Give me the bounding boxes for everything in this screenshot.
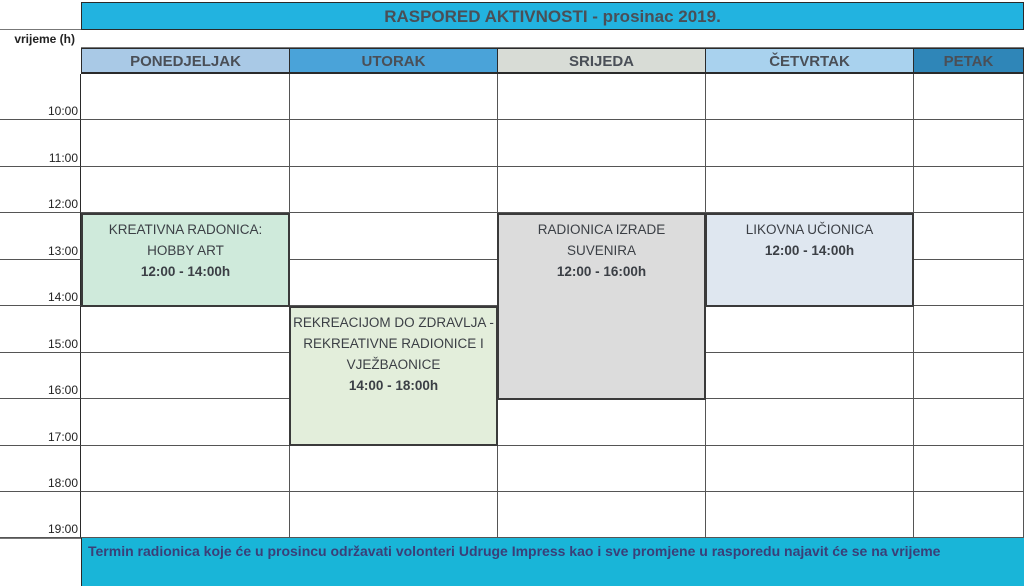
schedule-cell xyxy=(81,446,290,492)
schedule-cell xyxy=(705,306,914,353)
schedule-cell xyxy=(81,399,290,446)
time-label: 19:00 xyxy=(47,522,78,536)
schedule-cell xyxy=(81,167,290,213)
schedule-cell xyxy=(81,120,290,167)
schedule-cell xyxy=(913,260,1024,306)
footer-note: Termin radionica koje će u prosincu održavati volonteri Udruge Impress kao i sve promjene u rasporedu najavit će se na vrijeme xyxy=(81,538,1024,586)
schedule-cell xyxy=(289,260,498,306)
schedule-cell xyxy=(289,74,498,120)
schedule-cell xyxy=(81,353,290,399)
day-header-ponedjeljak: PONEDJELJAK xyxy=(81,48,290,74)
schedule-cell xyxy=(913,446,1024,492)
schedule-cell xyxy=(705,446,914,492)
schedule-cell xyxy=(705,74,914,120)
day-header-srijeda: SRIJEDA xyxy=(497,48,706,74)
schedule-cell xyxy=(289,446,498,492)
time-label: 12:00 xyxy=(47,197,78,211)
schedule-cell xyxy=(497,399,706,446)
schedule-cell xyxy=(913,353,1024,399)
event-likovna-ucionica xyxy=(705,213,914,307)
schedule-cell xyxy=(289,167,498,213)
event-kreativna-radonica xyxy=(81,213,290,307)
page-title: RASPORED AKTIVNOSTI - prosinac 2019. xyxy=(81,2,1024,30)
time-label: 11:00 xyxy=(48,151,78,165)
event-radionica-izrade-suvenira xyxy=(497,213,706,400)
day-header-utorak: UTORAK xyxy=(289,48,498,74)
event-title-line: VJEŽBAONICE xyxy=(346,357,441,372)
schedule-cell xyxy=(497,446,706,492)
schedule-cell xyxy=(705,167,914,213)
footer-left-blank xyxy=(0,538,81,586)
schedule-cell xyxy=(81,74,290,120)
event-time: 12:00 - 16:00h xyxy=(556,264,647,279)
schedule-cell xyxy=(81,306,290,353)
time-label: 10:00 xyxy=(47,104,78,118)
schedule-cell xyxy=(497,167,706,213)
schedule-cell xyxy=(289,213,498,260)
schedule-cell xyxy=(913,74,1024,120)
event-title-line: KREATIVNA RADONICA: xyxy=(108,222,263,237)
event-title-line: HOBBY ART xyxy=(147,243,224,258)
title-underrow xyxy=(81,30,1024,48)
schedule-cell xyxy=(289,492,498,538)
time-label: 15:00 xyxy=(47,337,78,351)
time-label: 13:00 xyxy=(47,244,78,258)
schedule-cell xyxy=(913,492,1024,538)
schedule-cell xyxy=(913,399,1024,446)
schedule-cell xyxy=(913,120,1024,167)
event-title-line: LIKOVNA UČIONICA xyxy=(745,222,874,237)
schedule-cell xyxy=(705,353,914,399)
event-title-line: REKREACIJOM DO ZDRAVLJA - xyxy=(293,315,494,330)
event-time: 14:00 - 18:00h xyxy=(348,378,439,393)
event-title-line: REKREATIVNE RADIONICE I xyxy=(303,336,484,351)
schedule-cell xyxy=(705,120,914,167)
schedule-cell xyxy=(705,399,914,446)
schedule-cell xyxy=(289,120,498,167)
schedule-cell xyxy=(497,120,706,167)
event-time: 12:00 - 14:00h xyxy=(140,264,231,279)
top-left-blank xyxy=(0,0,81,30)
event-rekreacijom-do-zdravlja xyxy=(289,306,498,446)
time-column-header: vrijeme (h) xyxy=(14,32,75,46)
schedule-cell xyxy=(913,306,1024,353)
time-label: 16:00 xyxy=(47,383,78,397)
event-title-line: RADIONICA IZRADE xyxy=(537,222,666,237)
schedule-cell xyxy=(497,492,706,538)
day-header-cetvrtak: ČETVRTAK xyxy=(705,48,914,74)
schedule-cell xyxy=(497,74,706,120)
day-header-petak: PETAK xyxy=(913,48,1024,74)
time-label: 17:00 xyxy=(47,430,78,444)
time-label: 14:00 xyxy=(47,290,78,304)
schedule-cell xyxy=(705,492,914,538)
schedule-cell xyxy=(913,167,1024,213)
schedule-cell xyxy=(81,492,290,538)
schedule-cell xyxy=(913,213,1024,260)
event-title-line: SUVENIRA xyxy=(566,243,637,258)
time-label: 18:00 xyxy=(47,476,78,490)
event-time: 12:00 - 14:00h xyxy=(764,243,855,258)
